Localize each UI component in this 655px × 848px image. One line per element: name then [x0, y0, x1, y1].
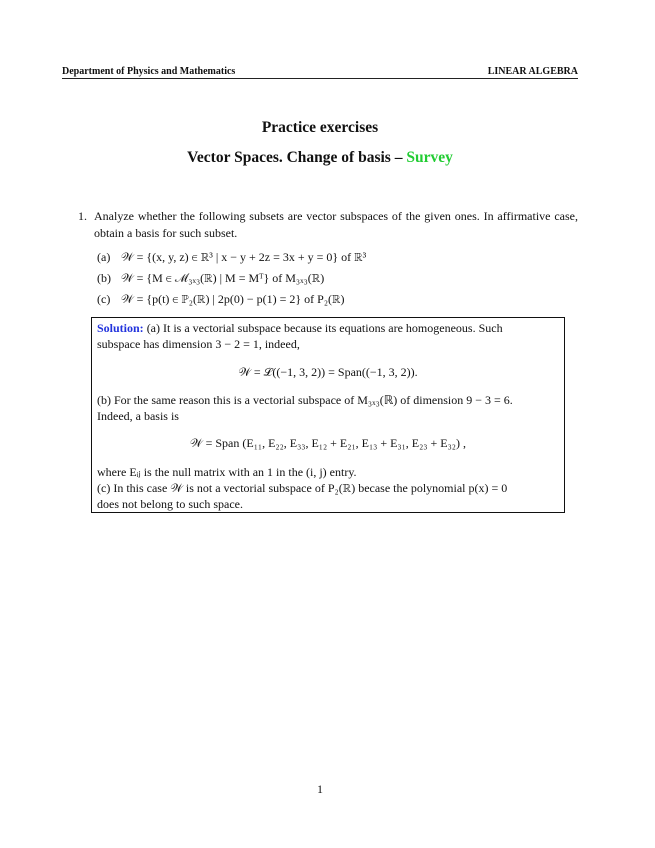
solution-equation-2: 𝒲 = Span (E₁₁, E₂₂, E₃₃, E₁₂ + E₂₁, E₁₃ + E₃₁, E₂₃ + E₃₂) ,: [190, 436, 466, 450]
exercise-number: 1.: [78, 209, 87, 223]
solution-line-3: (b) For the same reason this is a vectorial subspace of M₃ₓ₃(ℝ) of dimension 9 − 3 = 6.: [97, 393, 513, 407]
solution-line-7: does not belong to such space.: [97, 497, 243, 511]
solution-line-2: subspace has dimension 3 − 2 = 1, indeed,: [97, 337, 300, 351]
solution-equation-1: 𝒲 = ℒ((−1, 3, 2)) = Span((−1, 3, 2)).: [238, 365, 418, 379]
item-text: 𝒲 = {(x, y, z) ∈ ℝ³ | x − y + 2z = 3x + y = 0} of ℝ³: [121, 250, 367, 264]
solution-box: [91, 317, 565, 513]
subtitle-main: Vector Spaces. Change of basis –: [187, 149, 407, 166]
item-text: 𝒲 = {M ∈ ℳ₃ₓ₃(ℝ) | M = Mᵀ} of M₃ₓ₃(ℝ): [121, 271, 325, 285]
solution-line-4: Indeed, a basis is: [97, 409, 179, 423]
solution-line-6: (c) In this case 𝒲 is not a vectorial subspace of P₂(ℝ) becase the polynomial p(x) = 0: [97, 481, 508, 495]
item-text: 𝒲 = {p(t) ∈ ℙ₂(ℝ) | 2p(0) − p(1) = 2} of P₂(ℝ): [121, 292, 345, 306]
solution-text-1: (a) It is a vectorial subspace because its equations are homogeneous. Such: [146, 321, 503, 335]
item-label: (c): [97, 292, 111, 306]
exercise-item-b: [97, 271, 324, 286]
solution-line-5: where Eᵢⱼ is the null matrix with an 1 in the (i, j) entry.: [97, 465, 357, 479]
header-course: LINEAR ALGEBRA: [487, 66, 578, 77]
item-label: (a): [97, 250, 111, 264]
page-title: Practice exercises: [261, 119, 379, 136]
running-header: [62, 66, 578, 79]
exercise-statement: Analyze whether the following subsets are vector subspaces of the given ones. In affirmative case, obtain a basis for such subset.: [94, 209, 578, 240]
exercise-item-c: [97, 292, 345, 307]
solution-label: Solution:: [97, 321, 144, 335]
subtitle-survey: Survey: [406, 149, 453, 166]
page-subtitle: [0, 149, 640, 167]
exercise-item-a: [97, 250, 366, 265]
header-department: Department of Physics and Mathematics: [62, 66, 236, 77]
page-number: 1: [317, 782, 323, 796]
solution-line-1: [97, 321, 503, 336]
item-label: (b): [97, 271, 111, 285]
